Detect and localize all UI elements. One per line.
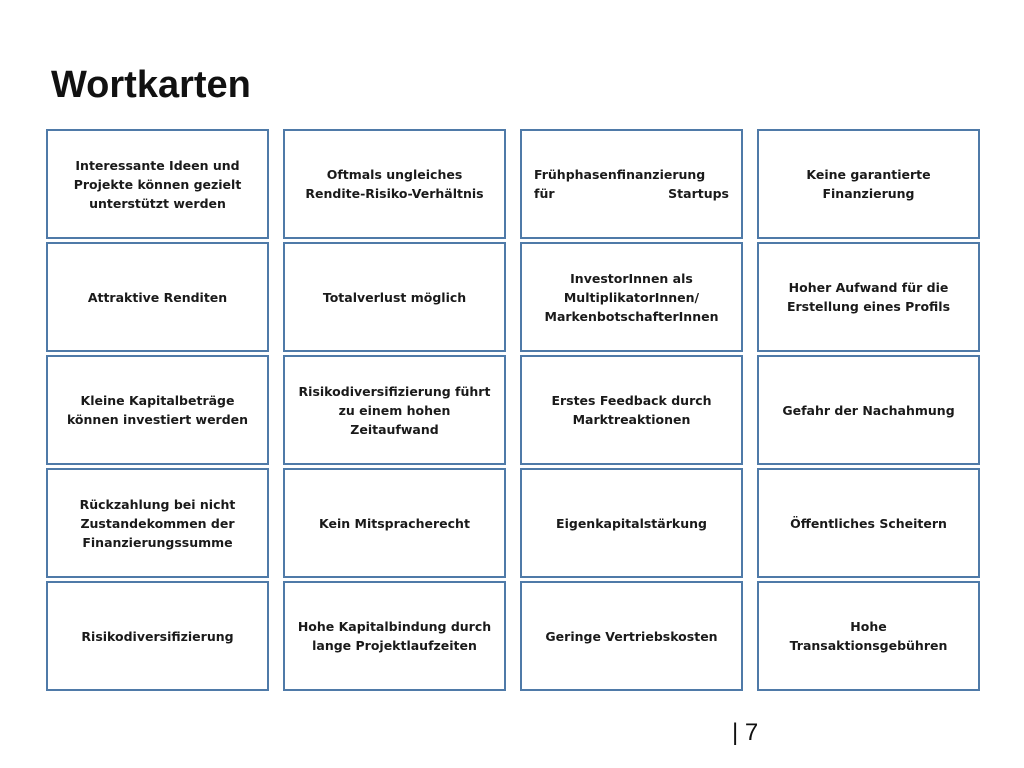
word-card [283, 468, 506, 578]
word-card-text: Hoher Aufwand für die Erstellung eines Profils [786, 280, 951, 314]
word-card-text: Hohe Kapitalbindung durch lange Projektlaufzeiten [297, 619, 492, 653]
word-card-text: Risikodiversifizierung führt zu einem hohen Zeitaufwand [298, 383, 491, 437]
word-card-text: Frühphasenfinanzierung für Startups [534, 167, 729, 201]
word-card [757, 581, 980, 691]
word-card [46, 355, 269, 465]
word-card [283, 129, 506, 239]
slide-title: Wortkarten [51, 64, 251, 106]
word-card-text: Keine garantierte Finanzierung [806, 167, 931, 201]
word-card [46, 581, 269, 691]
word-card-text: Rückzahlung bei nicht Zustandekommen der Finanzierungssumme [79, 496, 236, 550]
word-card [283, 581, 506, 691]
word-card [46, 468, 269, 578]
word-card-text: Hohe Transaktionsgebühren [789, 619, 948, 653]
page-number: | 7 [732, 719, 759, 746]
word-card [46, 242, 269, 352]
word-card-text: Oftmals ungleiches Rendite-Risiko-Verhältnis [305, 167, 484, 201]
word-card-text: Erstes Feedback durch Marktreaktionen [551, 393, 712, 427]
word-card [757, 355, 980, 465]
word-card-text: InvestorInnen als MultiplikatorInnen/ MarkenbotschafterInnen [544, 270, 719, 324]
word-card-text: Risikodiversifizierung [81, 628, 234, 644]
word-card [520, 468, 743, 578]
word-card [283, 355, 506, 465]
word-card-text: Attraktive Renditen [87, 289, 228, 305]
word-card-text: Totalverlust möglich [322, 289, 467, 305]
word-card [757, 129, 980, 239]
word-card-text: Gefahr der Nachahmung [782, 402, 955, 418]
word-card [520, 242, 743, 352]
word-card-grid [46, 129, 980, 691]
word-card-text: Interessante Ideen und Projekte können gezielt unterstützt werden [73, 157, 242, 211]
word-card-text: Kein Mitspracherecht [319, 515, 470, 531]
word-card-text: Eigenkapitalstärkung [556, 515, 707, 531]
word-card-text: Geringe Vertriebskosten [545, 628, 718, 644]
word-card [520, 129, 743, 239]
word-card-text: Öffentliches Scheitern [790, 515, 947, 531]
word-card [520, 355, 743, 465]
word-card [283, 242, 506, 352]
word-card [757, 468, 980, 578]
word-card [757, 242, 980, 352]
word-card [46, 129, 269, 239]
word-card [520, 581, 743, 691]
word-card-text: Kleine Kapitalbeträge können investiert werden [66, 393, 249, 427]
